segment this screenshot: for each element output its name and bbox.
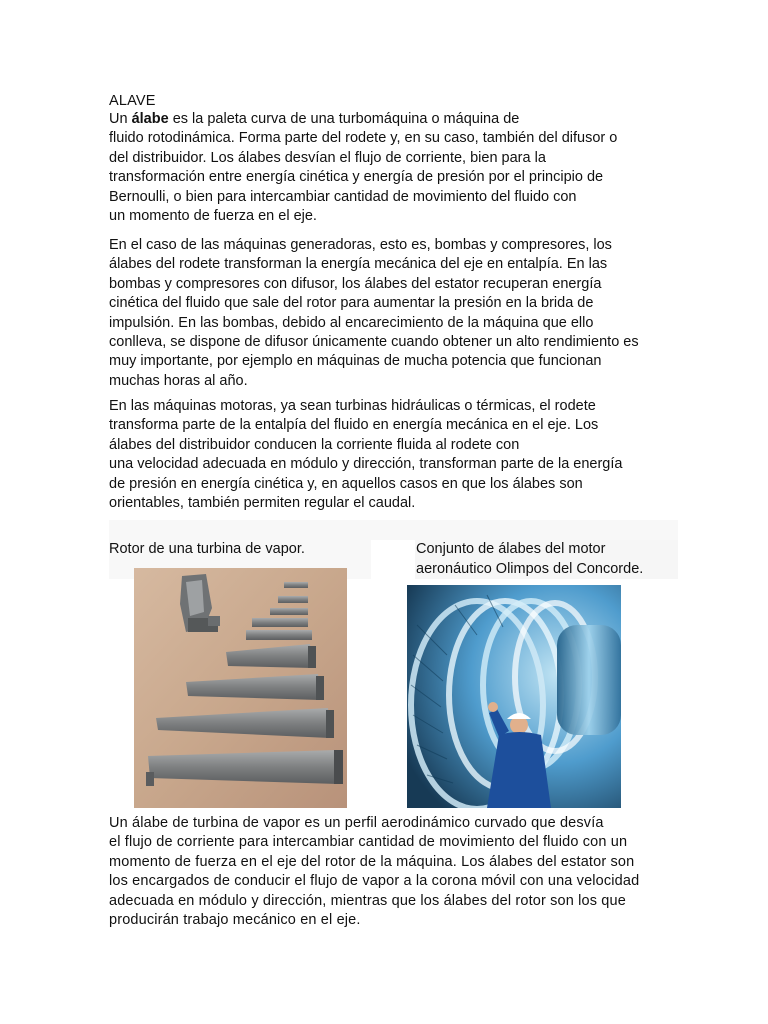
turbine-blades-photo xyxy=(134,568,347,808)
paragraph-line: Bernoulli, o bien para intercambiar cantidad de movimiento del fluido con xyxy=(109,188,577,205)
paragraph-line: En las máquinas motoras, ya sean turbinas hidráulicas o térmicas, el rodete xyxy=(109,398,596,414)
paragraph-line: una velocidad adecuada en módulo y dirección, transforman parte de la energía xyxy=(109,456,623,473)
caption-concorde-engine-blades xyxy=(416,540,643,579)
blade-medium xyxy=(246,630,312,640)
blade-small xyxy=(278,596,308,603)
paragraph-line: adecuada en módulo y dirección, mientras que los álabes del rotor son los que xyxy=(109,892,626,909)
text-run: Un xyxy=(109,111,132,127)
paragraph-motor-machines xyxy=(109,397,681,513)
paragraph-line: un momento de fuerza en el eje. xyxy=(109,208,317,225)
blade-small xyxy=(252,618,308,627)
blade-small xyxy=(270,608,308,615)
caption-line: Conjunto de álabes del motor xyxy=(416,541,606,557)
figure-cell-gap xyxy=(371,540,415,579)
paragraph-line: momento de fuerza en el eje del rotor de la máquina. Los álabes del estator son xyxy=(109,853,635,870)
paragraph-line: producirán trabajo mecánico en el eje. xyxy=(109,912,361,929)
paragraph-line: Un álabe de turbina de vapor es un perfil aerodinámico curvado que desvía xyxy=(109,815,604,831)
paragraph-line: conlleva, se dispone de difusor únicamente cuando obtener un alto rendimiento es xyxy=(109,334,639,351)
paragraph-line: impulsión. En las bombas, debido al encarecimiento de la máquina que ello xyxy=(109,314,594,331)
paragraph-line: álabes del rodete transforman la energía mecánica del eje en entalpía. En las xyxy=(109,256,608,273)
paragraph-line xyxy=(109,110,681,129)
paragraph-line: el flujo de corriente para intercambiar cantidad de movimiento del fluido con un xyxy=(109,834,628,851)
turbine-rotor-illustration xyxy=(407,585,621,808)
paragraph-line: muy importante, por ejemplo en máquinas de mucha potencia que funcionan xyxy=(109,353,602,370)
paragraph-line: álabes del distribuidor conducen la corriente fluida al rodete con xyxy=(109,436,520,453)
rotor-hub xyxy=(557,625,621,735)
paragraph-line: los encargados de conducir el flujo de vapor a la corona móvil con una velocidad xyxy=(109,873,640,890)
paragraph-line: de presión en energía cinética y, en aquellos casos en que los álabes son xyxy=(109,475,583,492)
paragraph-line: transforma parte de la entalpía del fluido en energía mecánica en el eje. Los xyxy=(109,417,599,434)
paragraph-intro xyxy=(109,110,681,226)
caption-line: aeronáutico Olimpos del Concorde. xyxy=(416,560,644,577)
bold-term: álabe xyxy=(131,111,169,127)
paragraph-generating-machines xyxy=(109,236,681,391)
paragraph-line: orientables, también permiten regular el caudal. xyxy=(109,495,416,512)
paragraph-line: fluido rotodinámica. Forma parte del rodete y, en su caso, también del difusor o xyxy=(109,130,618,147)
paragraph-line: transformación entre energía cinética y energía de presión por el principio de xyxy=(109,169,604,186)
paragraph-line: muchas horas al año. xyxy=(109,372,248,389)
paragraph-line: cinética del fluido que sale del rotor para aumentar la presión en la brida de xyxy=(109,295,594,312)
paragraph-line: del distribuidor. Los álabes desvían el flujo de corriente, bien para la xyxy=(109,149,546,166)
paragraph-line: bombas y compresores con difusor, los álabes del estator recuperan energía xyxy=(109,275,602,292)
blade-small xyxy=(284,582,308,588)
turbine-blades-illustration xyxy=(134,568,347,808)
text-run: es la paleta curva de una turbomáquina o máquina de xyxy=(168,111,520,127)
turbine-rotor-photo xyxy=(407,585,621,808)
caption-steam-turbine-rotor: Rotor de una turbina de vapor. xyxy=(109,541,305,557)
document-heading: ALAVE xyxy=(109,93,156,109)
paragraph-steam-turbine-blade xyxy=(109,814,681,930)
paragraph-line: En el caso de las máquinas generadoras, esto es, bombas y compresores, los xyxy=(109,237,612,253)
